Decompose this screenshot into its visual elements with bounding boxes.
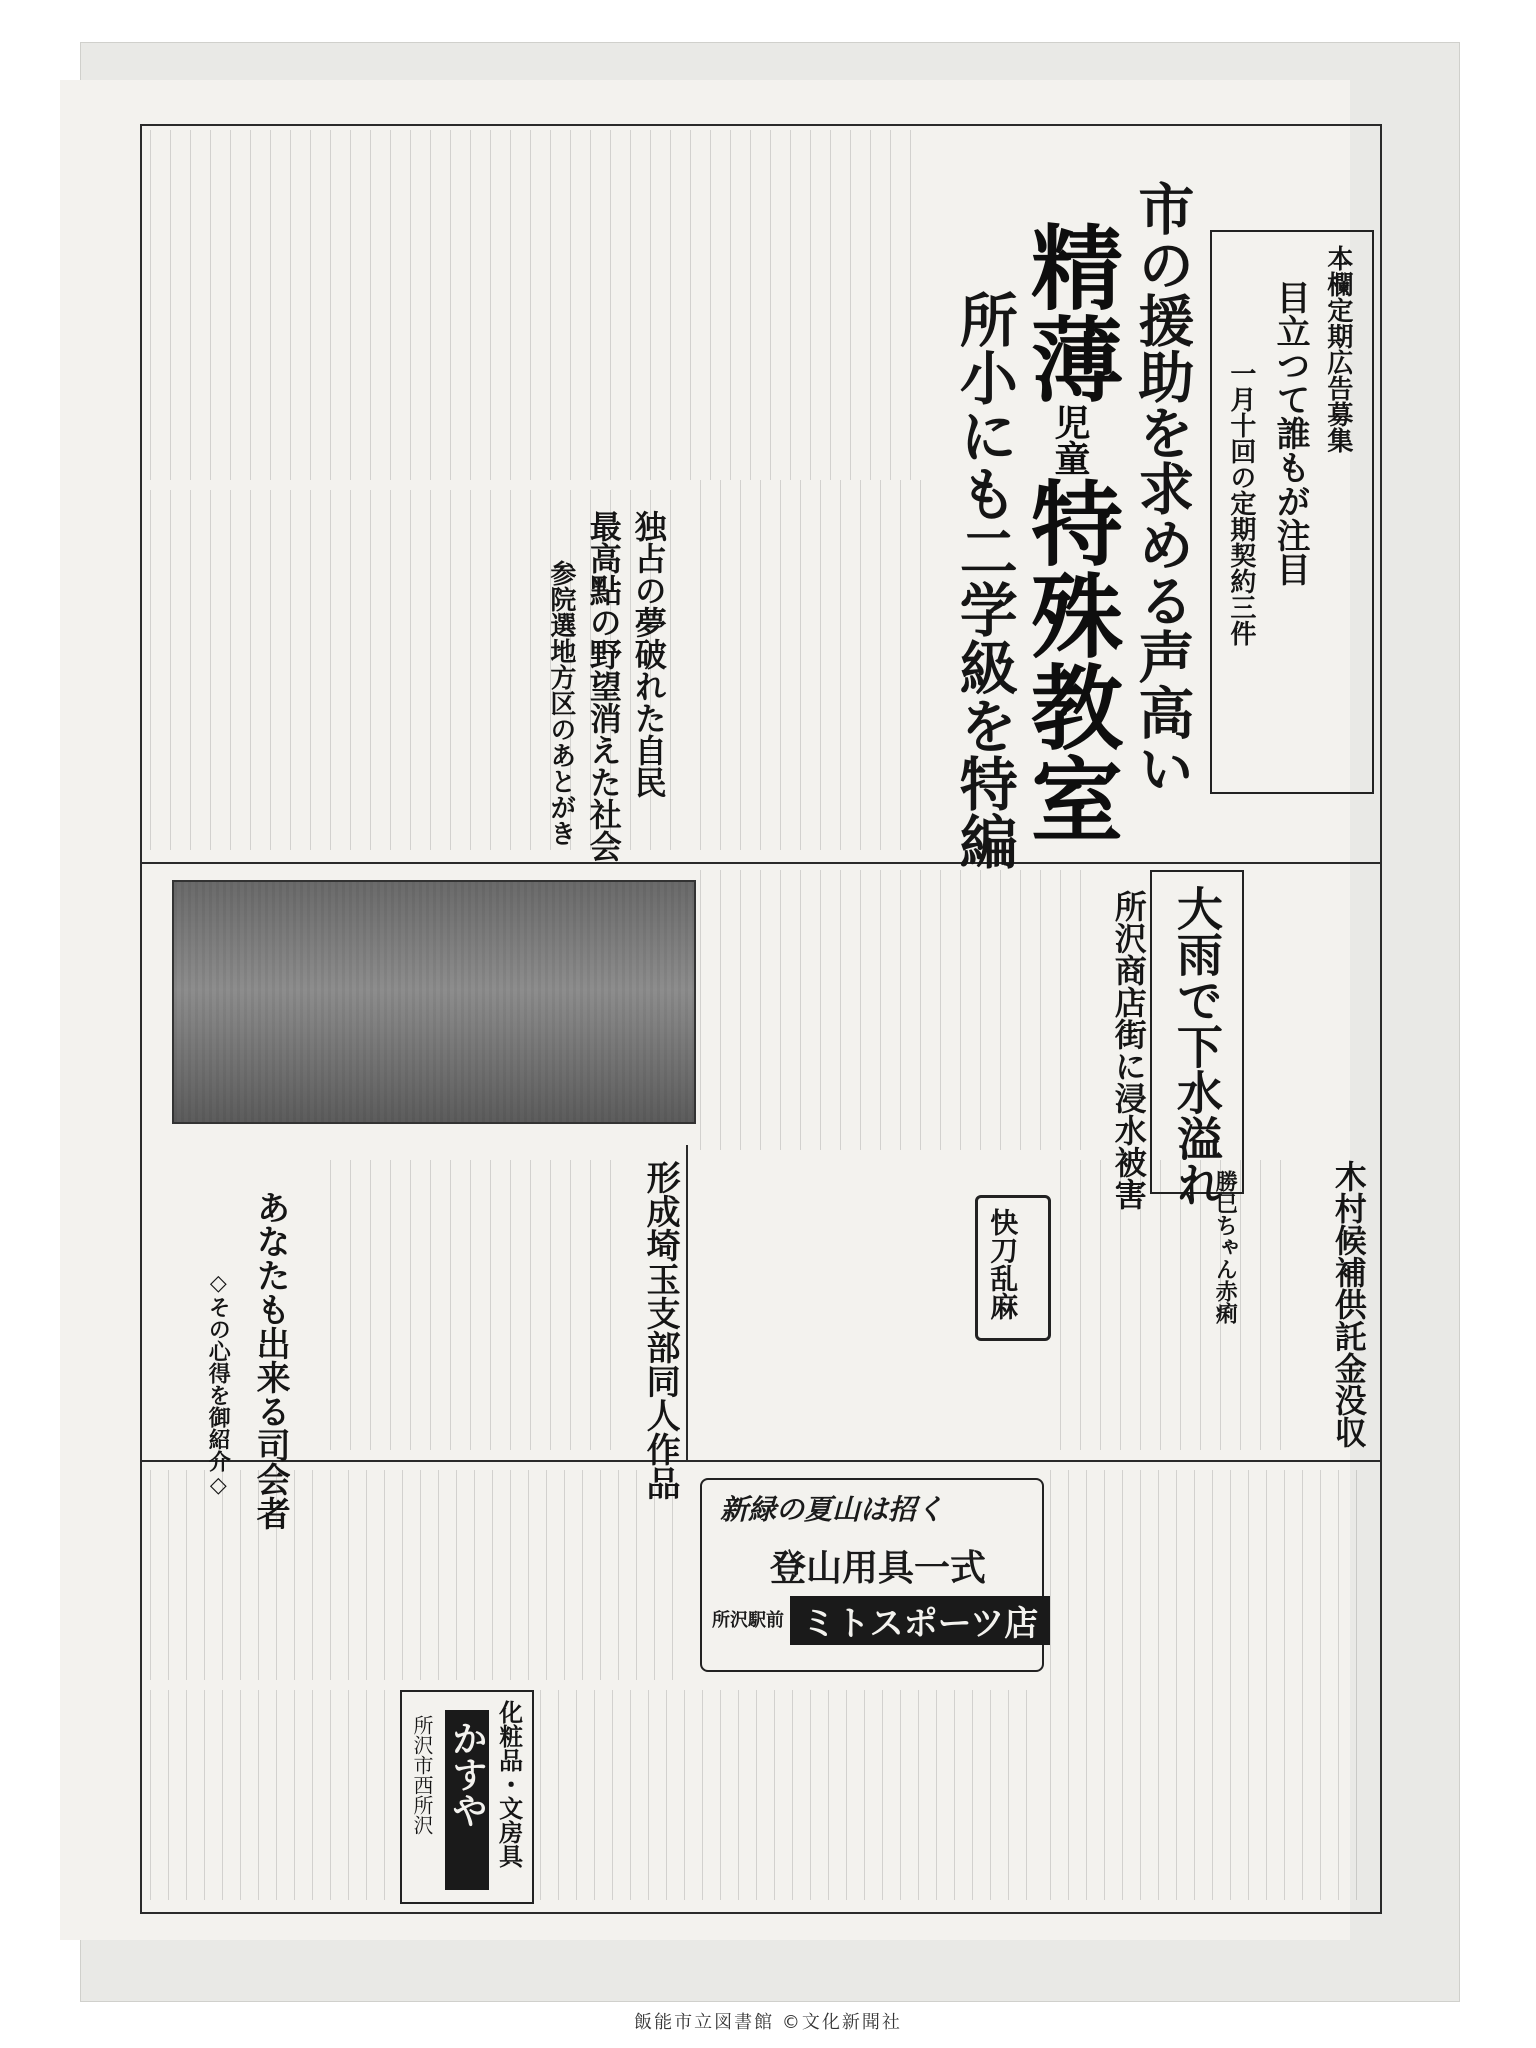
main-kicker: 市の援助を求める声高い	[1129, 180, 1196, 796]
sports-shop: ミトスポーツ店	[790, 1596, 1050, 1645]
kasuya-category: 化粧品・文房具	[494, 1700, 524, 1868]
mid-rule-left	[140, 862, 860, 864]
ad-recruit-sub: 一月十回の定期契約三件	[1225, 360, 1256, 646]
flood-body	[700, 870, 1100, 1150]
main-title-a: 精薄	[1016, 220, 1124, 404]
library-credit: 飯能市立図書館 ©文化新聞社	[634, 2012, 902, 2033]
election-head3: 参院選地方区のあとがき	[545, 560, 576, 846]
sports-slogan: 新緑の夏山は招く	[720, 1493, 945, 1526]
main-title-ruby: 児童	[1049, 404, 1091, 476]
kairaku-label: 快刀乱麻	[986, 1208, 1020, 1320]
flood-sub: 所沢商店街に浸水被害	[1109, 890, 1148, 1210]
right-rule	[1380, 124, 1382, 1914]
emcee-sub: ◇その心得を御紹介◇	[205, 1270, 232, 1498]
photo-rule	[686, 1145, 688, 1462]
ad-recruit-headline: 目立つて誰もが注目	[1270, 280, 1311, 586]
sports-location: 所沢駅前	[712, 1610, 784, 1631]
left-rule	[140, 124, 142, 1914]
mid-rule-right	[860, 862, 1380, 864]
ad-recruit-label: 本欄定期広告募集	[1322, 245, 1353, 453]
election-head1: 独占の夢破れた自民	[629, 510, 668, 798]
photo	[172, 880, 696, 1124]
bottom-body-left	[150, 1470, 690, 1680]
bottom-rule	[140, 1912, 1382, 1914]
election-head2: 最高點の野望消えた社会	[584, 510, 623, 862]
sports-product: 登山用具一式	[770, 1547, 987, 1589]
kimura-sub: 勝巳ちゃん赤痢	[1212, 1170, 1239, 1324]
main-title-b: 特殊教室	[1016, 476, 1124, 844]
bottom-body-far-left	[150, 1690, 390, 1900]
kimura-body	[1060, 1160, 1300, 1450]
bottom-body-mid	[540, 1690, 1040, 1900]
main-subtitle: 所小にも二学級を特編	[949, 290, 1018, 870]
kimura-headline: 木村候補供託金没収	[1329, 1160, 1368, 1448]
poetry-body	[330, 1160, 620, 1450]
main-title	[1016, 220, 1124, 844]
main-body-right	[700, 480, 940, 850]
kasuya-name: かすや	[446, 1720, 489, 1828]
poetry-headline: 形成埼玉支部同人作品	[640, 1160, 681, 1500]
emcee-headline: あなたも出来る司会者	[250, 1190, 291, 1530]
kasuya-address: 所沢市西所沢	[410, 1715, 434, 1835]
top-rule	[140, 124, 1382, 126]
flood-headline: 大雨で下水溢れ	[1169, 885, 1224, 1207]
bottom-body-right	[1050, 1470, 1370, 1900]
main-body-top	[150, 130, 930, 480]
ad-band-rule	[140, 1460, 1382, 1462]
